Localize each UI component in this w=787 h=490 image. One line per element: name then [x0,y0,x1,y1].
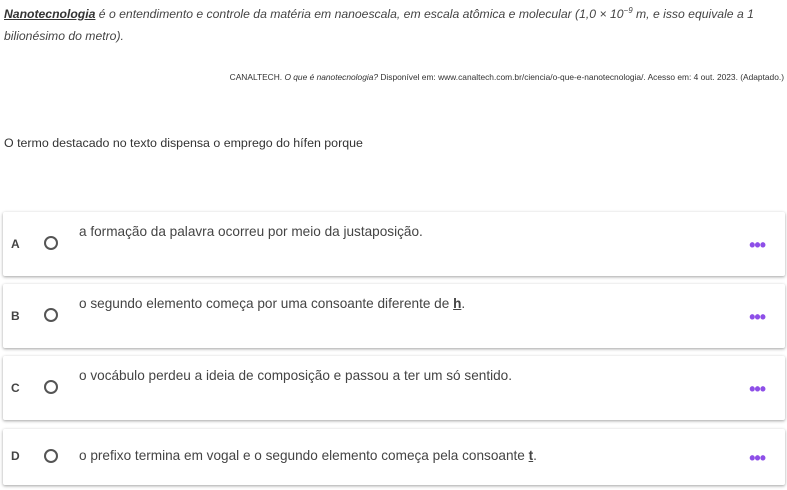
option-text-main: o segundo elemento começa por uma consoante diferente de [79,296,454,311]
option-letter: B [11,309,20,323]
option-text [79,368,512,383]
more-horizontal-icon[interactable]: ••• [749,448,765,468]
citation-source: CANALTECH. [229,72,285,82]
option-text-main: a formação da palavra ocorreu por meio da justaposição. [79,224,423,239]
citation-title: O que é nanotecnologia? [284,72,379,82]
option-letter: C [11,381,20,395]
passage-text [4,3,785,47]
radio-button[interactable] [44,236,58,250]
option-a[interactable] [3,212,785,276]
citation-rest: Disponível em: www.canaltech.com.br/ciencia/o-que-e-nanotecnologia/. Acesso em: 4 out. 2023. (Adaptado.) [378,72,784,82]
option-emphasis: h [453,296,462,311]
option-text [79,296,465,311]
option-text-end: . [461,296,466,311]
more-horizontal-icon[interactable]: ••• [749,307,765,327]
option-c[interactable] [3,356,785,420]
highlighted-term: Nanotecnologia [4,7,96,21]
option-letter: A [11,237,20,251]
radio-button[interactable] [44,308,58,322]
option-text-end: . [533,448,537,463]
exponent: −9 [623,5,633,15]
more-horizontal-icon[interactable]: ••• [749,379,765,399]
option-text-main: o vocábulo perdeu a ideia de composição e passou a ter um só sentido. [79,368,513,383]
citation [230,72,784,82]
radio-button[interactable] [44,449,58,463]
passage-body: é o entendimento e controle da matéria em nanoescala, em escala atômica e molecular (1,0 × 10 [95,7,624,21]
option-emphasis: t [528,448,534,463]
more-horizontal-icon[interactable]: ••• [749,235,765,255]
option-text [79,224,423,239]
question-prompt: O termo destacado no texto dispensa o emprego do hífen porque [4,136,363,150]
option-text [79,448,537,463]
passage-body-end: m, e isso equivale a 1 bilionésimo do metro). [4,7,754,43]
option-d[interactable] [3,429,785,485]
option-b[interactable] [3,284,785,348]
radio-button[interactable] [44,380,58,394]
option-letter: D [11,449,20,463]
option-text-main: o prefixo termina em vogal e o segundo elemento começa pela consoante [79,448,529,463]
